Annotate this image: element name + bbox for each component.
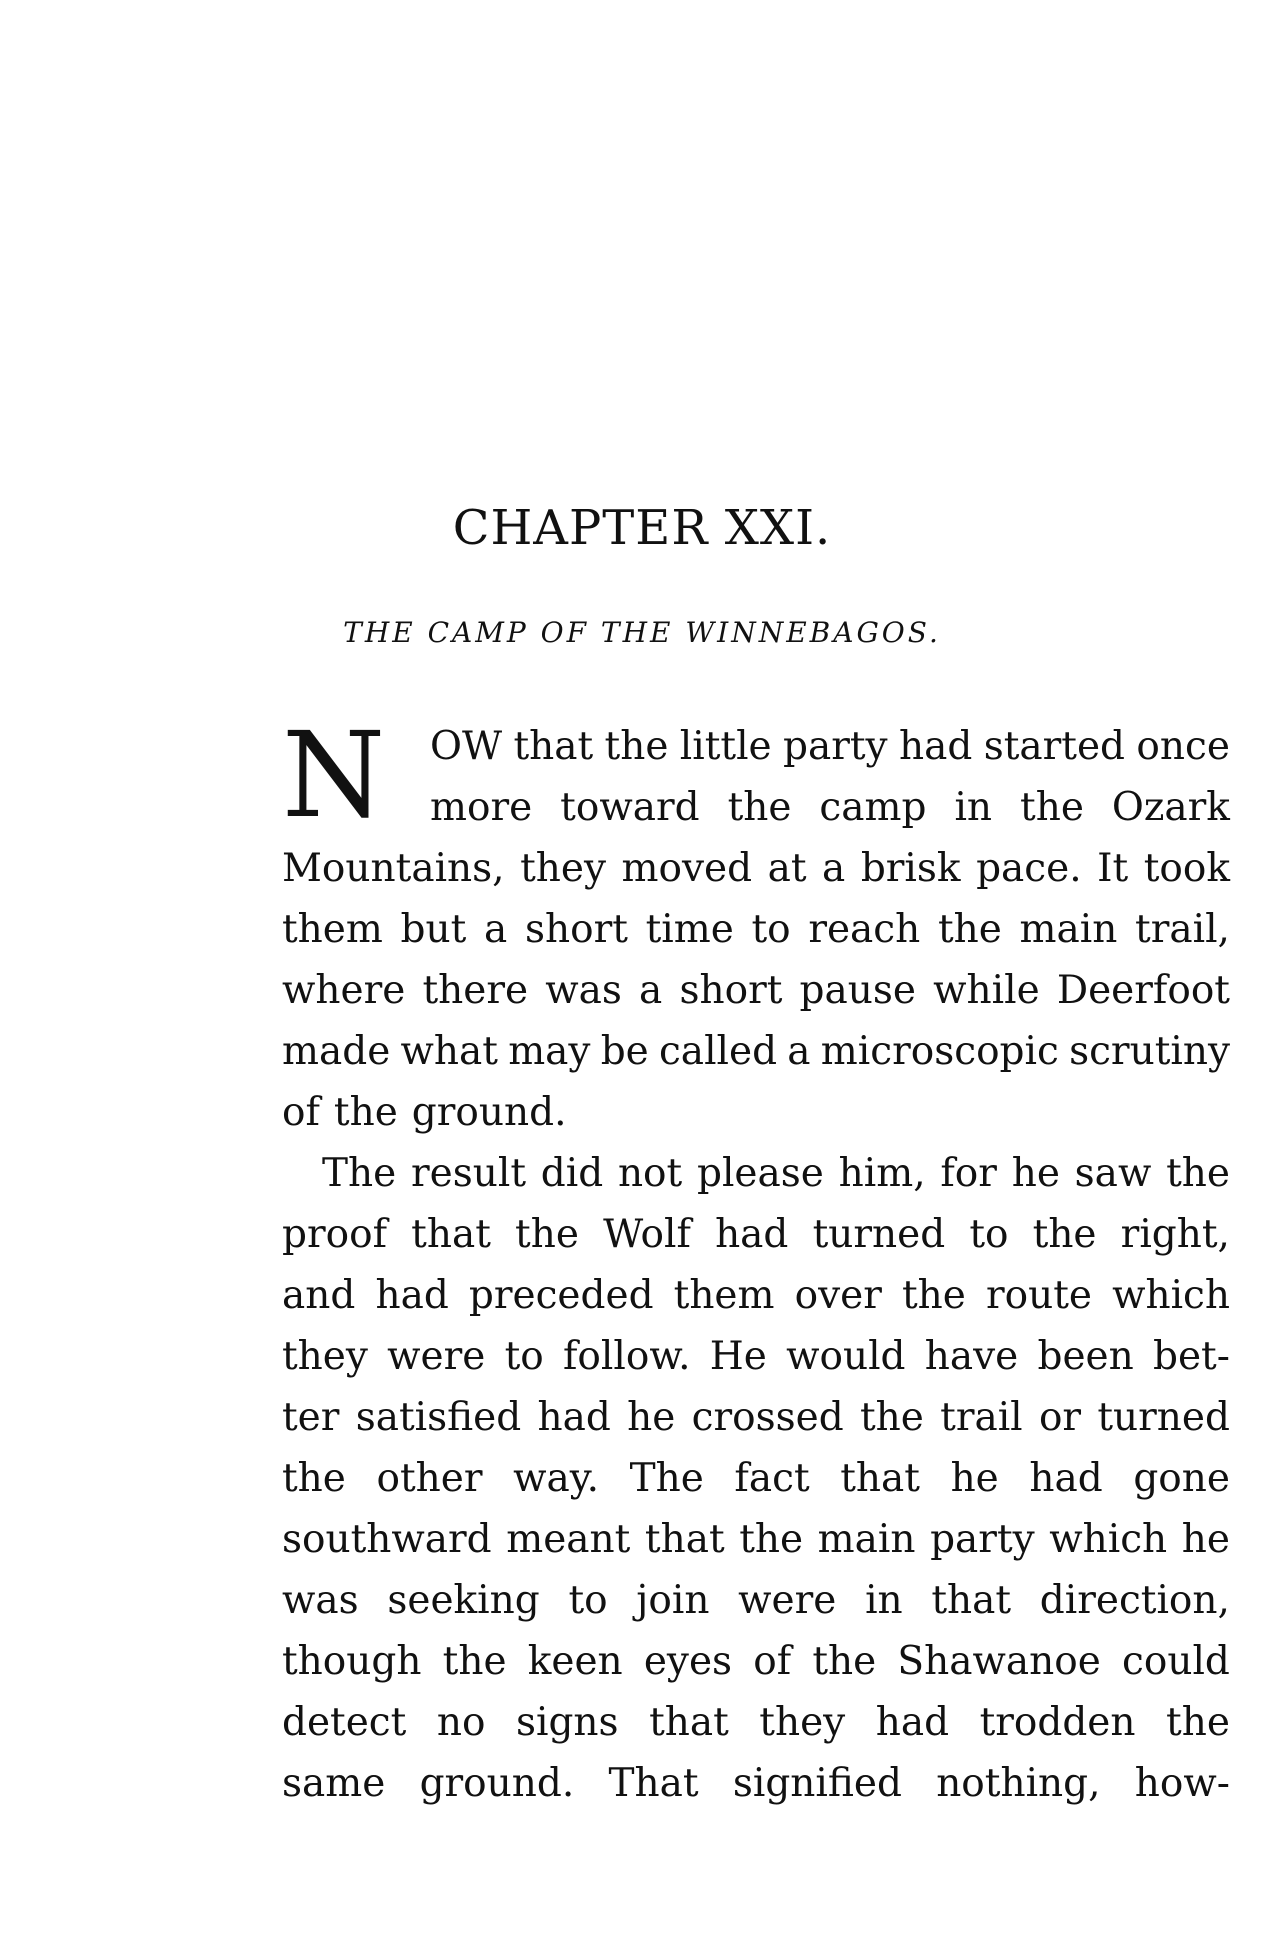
text-line: [282, 1021, 1230, 1082]
word: was: [282, 1578, 359, 1623]
word: the: [1032, 1212, 1097, 1257]
word: to: [504, 1334, 544, 1379]
word: there: [422, 968, 529, 1013]
word: the: [1166, 1151, 1230, 1196]
text-line: [282, 1082, 1230, 1143]
word: the: [442, 1639, 507, 1684]
text-line: [282, 899, 1230, 960]
word: right,: [1120, 1212, 1230, 1257]
word: to: [751, 907, 791, 952]
word: a: [639, 968, 663, 1013]
word: turned: [1097, 1395, 1230, 1440]
word: the: [515, 1212, 579, 1257]
word: in: [865, 1578, 903, 1623]
word: a: [787, 1029, 811, 1074]
text-line: [282, 1753, 1230, 1814]
word: the: [333, 1090, 398, 1135]
word: ground.: [411, 1090, 567, 1135]
word: he: [1181, 1517, 1230, 1562]
word: the: [937, 907, 1002, 952]
text-line: [282, 1448, 1230, 1509]
word: to: [969, 1212, 1009, 1257]
word: short: [524, 907, 628, 952]
word: the: [1166, 1700, 1230, 1745]
word: the: [1020, 785, 1084, 830]
word: The: [322, 1151, 397, 1196]
word: nothing,: [936, 1761, 1101, 1806]
text-line: [282, 1509, 1230, 1570]
word: him,: [838, 1151, 926, 1196]
word: did: [540, 1151, 604, 1196]
word: join: [636, 1578, 710, 1623]
word: toward: [560, 785, 700, 830]
word: had: [375, 1273, 449, 1318]
word: The: [629, 1456, 704, 1501]
word: be: [600, 1029, 649, 1074]
word: trail: [940, 1395, 1023, 1440]
word: please: [696, 1151, 824, 1196]
word: to: [568, 1578, 608, 1623]
word: reach: [808, 907, 921, 952]
word: of: [753, 1639, 792, 1684]
word: could: [1122, 1639, 1230, 1684]
word: turned: [812, 1212, 946, 1257]
word: he: [627, 1395, 676, 1440]
word: more: [430, 785, 533, 830]
word: were: [387, 1334, 486, 1379]
word: ground.: [419, 1761, 575, 1806]
chapter-subtitle: THE CAMP OF THE WINNEBAGOS.: [343, 616, 941, 649]
word: short: [679, 968, 783, 1013]
word: the: [282, 1456, 346, 1501]
word: trail,: [1135, 907, 1230, 952]
word: had: [537, 1395, 611, 1440]
word: detect: [282, 1700, 407, 1745]
chapter-heading: CHAPTER XXI.: [452, 500, 832, 556]
word: would: [786, 1334, 906, 1379]
word: party: [930, 1517, 1035, 1562]
word: them: [673, 1273, 775, 1318]
word: how-: [1134, 1761, 1230, 1806]
word: crossed: [691, 1395, 844, 1440]
text-line: [282, 1326, 1230, 1387]
word: saw: [1074, 1151, 1152, 1196]
text-line: [282, 1265, 1230, 1326]
word: that: [644, 1517, 725, 1562]
word: a: [484, 907, 508, 952]
word: made: [282, 1029, 391, 1074]
text-line: [282, 960, 1230, 1021]
word: the: [859, 1395, 924, 1440]
word: Wolf: [603, 1212, 691, 1257]
word: eyes: [643, 1639, 733, 1684]
word: that: [411, 1212, 491, 1257]
text-line: [282, 716, 1230, 777]
word: ter: [282, 1395, 340, 1440]
word: or: [1038, 1395, 1082, 1440]
word: direction,: [1039, 1578, 1230, 1623]
word: preceded: [468, 1273, 654, 1318]
word: they: [282, 1334, 368, 1379]
word: OW: [430, 724, 503, 769]
text-line: [282, 1631, 1230, 1692]
word: which: [1049, 1517, 1168, 1562]
word: called: [658, 1029, 778, 1074]
word: route: [985, 1273, 1092, 1318]
word: no: [436, 1700, 486, 1745]
word: though: [282, 1639, 422, 1684]
word: they: [759, 1700, 846, 1745]
word: for: [940, 1151, 997, 1196]
word: southward: [282, 1517, 492, 1562]
word: but: [400, 907, 467, 952]
word: where: [282, 968, 406, 1013]
word: scrutiny: [1069, 1029, 1230, 1074]
word: took: [1143, 846, 1230, 891]
word: started: [983, 724, 1125, 769]
text-line: [282, 1570, 1230, 1631]
word: Mountains,: [282, 846, 505, 891]
word: the: [604, 724, 669, 769]
word: signs: [515, 1700, 619, 1745]
text-line: [282, 1143, 1230, 1204]
word: That: [608, 1761, 699, 1806]
word: main: [1019, 907, 1118, 952]
word: gone: [1133, 1456, 1230, 1501]
word: follow.: [563, 1334, 691, 1379]
word: camp: [819, 785, 927, 830]
word: bet-: [1153, 1334, 1230, 1379]
word: them: [282, 907, 383, 952]
word: Shawanoe: [897, 1639, 1101, 1684]
word: have: [924, 1334, 1019, 1379]
word: he: [1011, 1151, 1060, 1196]
word: had: [875, 1700, 950, 1745]
word: brisk: [860, 846, 961, 891]
word: which: [1112, 1273, 1230, 1318]
word: he: [950, 1456, 999, 1501]
text-line: [282, 777, 1230, 838]
word: same: [282, 1761, 386, 1806]
word: in: [954, 785, 993, 830]
word: trodden: [979, 1700, 1136, 1745]
word: pause: [799, 968, 916, 1013]
word: fact: [734, 1456, 810, 1501]
word: microscopic: [820, 1029, 1059, 1074]
word: was: [545, 968, 622, 1013]
word: they: [520, 846, 606, 891]
word: may: [508, 1029, 591, 1074]
word: satisfied: [355, 1395, 522, 1440]
word: signified: [732, 1761, 902, 1806]
word: that: [931, 1578, 1012, 1623]
word: that: [513, 724, 594, 769]
text-line: [282, 1387, 1230, 1448]
word: at: [767, 846, 807, 891]
word: over: [794, 1273, 882, 1318]
word: meant: [506, 1517, 631, 1562]
word: and: [282, 1273, 356, 1318]
text-line: [282, 838, 1230, 899]
text-line: [282, 1204, 1230, 1265]
word: Deerfoot: [1056, 968, 1230, 1013]
word: moved: [621, 846, 753, 891]
word: had: [898, 724, 973, 769]
word: little: [679, 724, 772, 769]
word: the: [727, 785, 792, 830]
word: a: [822, 846, 846, 891]
word: party: [783, 724, 888, 769]
word: that: [840, 1456, 920, 1501]
word: what: [400, 1029, 498, 1074]
word: been: [1037, 1334, 1134, 1379]
word: It: [1097, 846, 1129, 891]
word: the: [739, 1517, 804, 1562]
word: that: [649, 1700, 729, 1745]
word: while: [933, 968, 1040, 1013]
word: had: [715, 1212, 789, 1257]
body-text: [282, 706, 1230, 1814]
word: not: [617, 1151, 683, 1196]
word: way.: [513, 1456, 599, 1501]
word: once: [1136, 724, 1230, 769]
word: keen: [527, 1639, 623, 1684]
word: other: [376, 1456, 483, 1501]
word: time: [645, 907, 734, 952]
word: seeking: [387, 1578, 540, 1623]
word: of: [282, 1090, 320, 1135]
word: were: [738, 1578, 837, 1623]
word: pace.: [976, 846, 1082, 891]
text-line: [282, 1692, 1230, 1753]
drop-cap: N: [282, 706, 386, 844]
word: the: [901, 1273, 966, 1318]
word: had: [1029, 1456, 1103, 1501]
word: Ozark: [1111, 785, 1230, 830]
word: the: [812, 1639, 877, 1684]
word: result: [410, 1151, 526, 1196]
word: proof: [282, 1212, 388, 1257]
word: He: [709, 1334, 767, 1379]
word: main: [817, 1517, 916, 1562]
